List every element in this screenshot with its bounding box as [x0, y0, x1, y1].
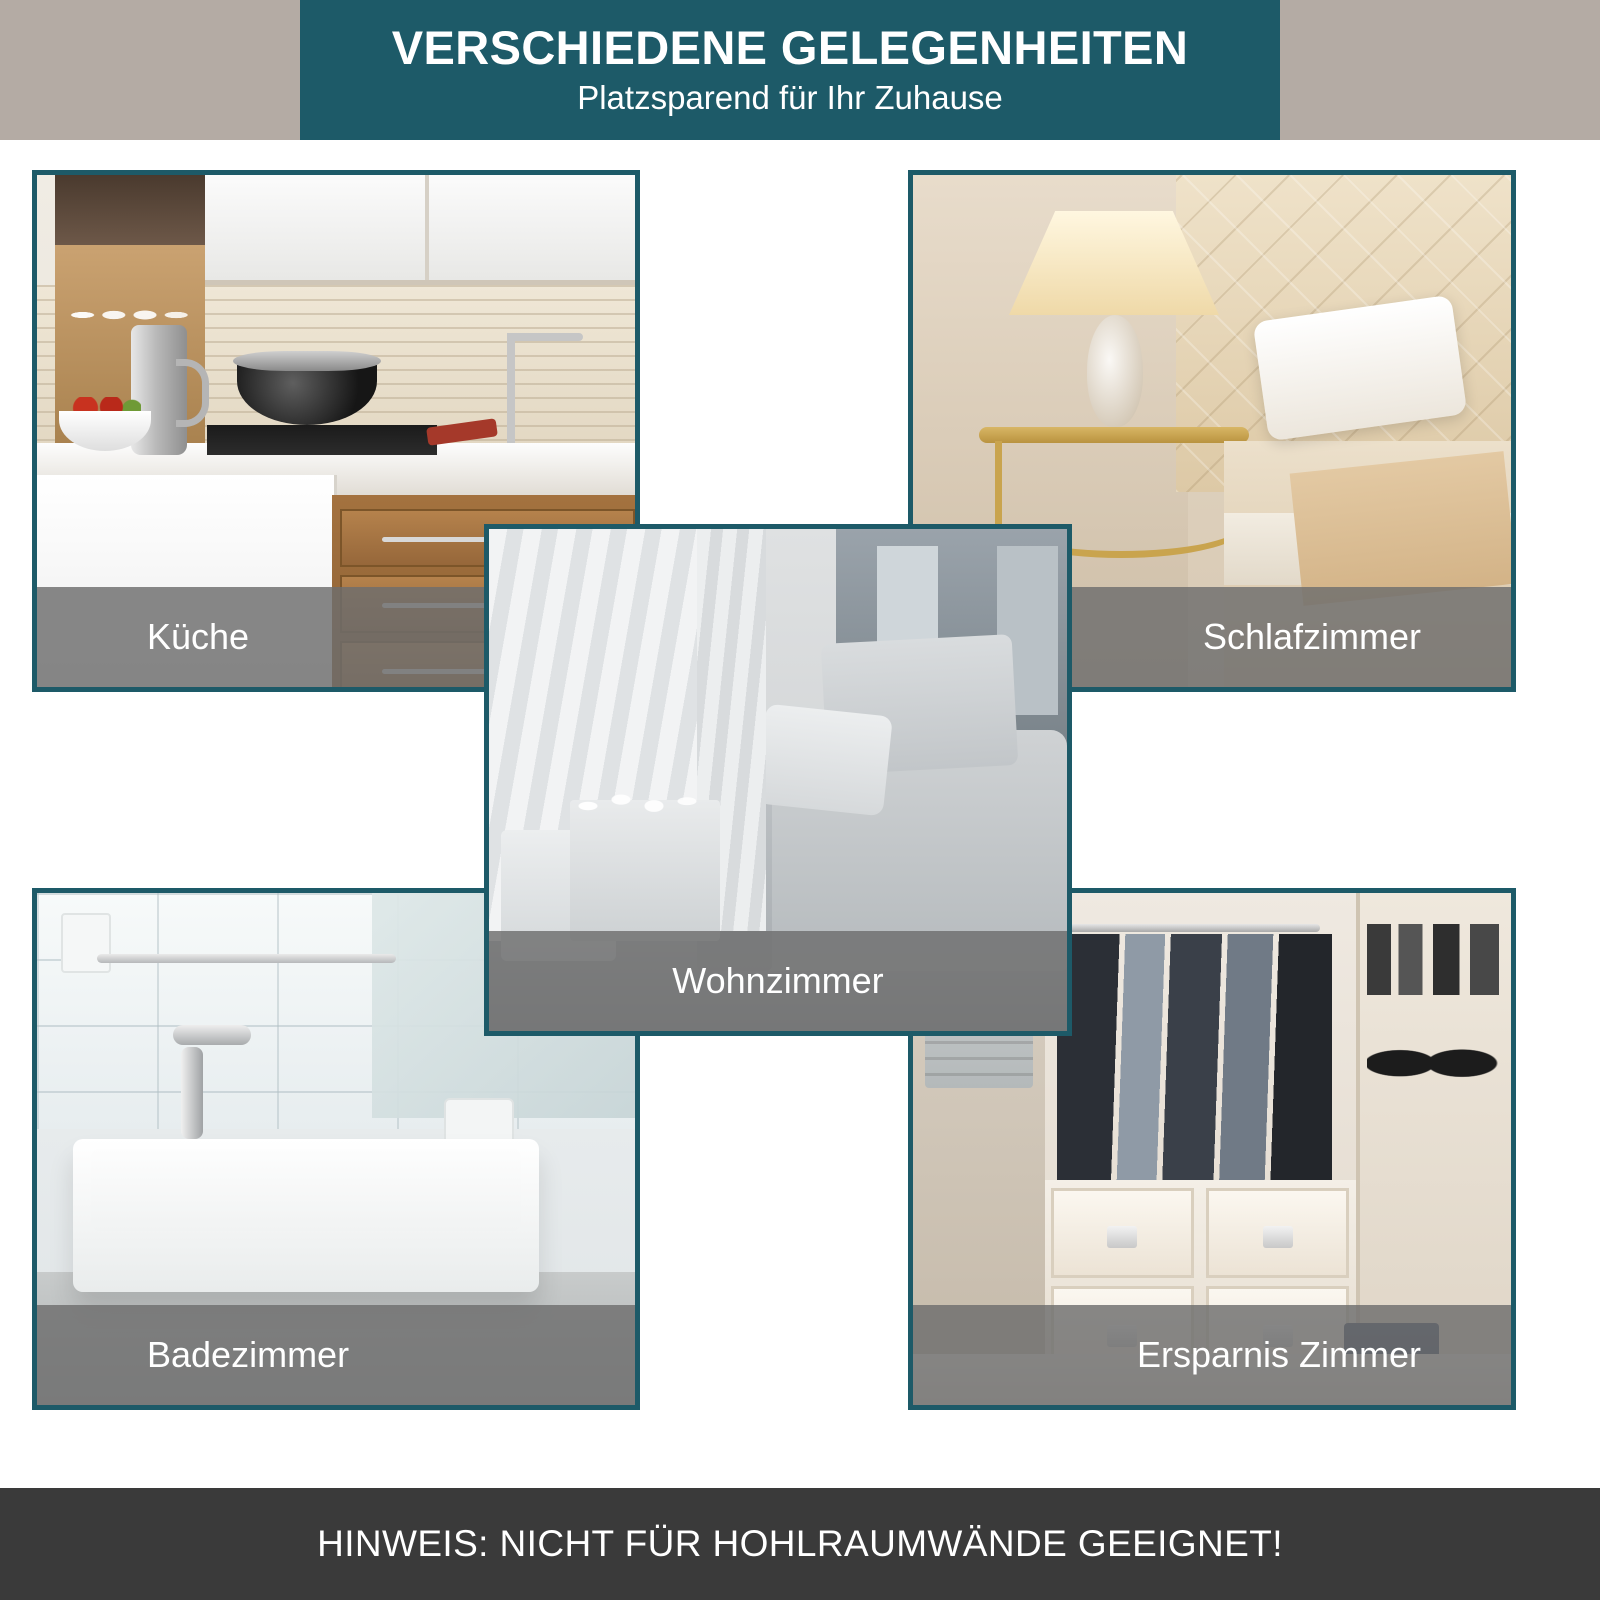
tile-caption-kitchen: Küche [37, 587, 635, 687]
storage-drawer [1051, 1188, 1194, 1278]
tile-caption-bedroom: Schlafzimmer [913, 587, 1511, 687]
footer-note-text: HINWEIS: NICHT FÜR HOHLRAUMWÄNDE GEEIGNET! [317, 1523, 1283, 1564]
bathroom-light-switch [61, 913, 111, 973]
page-subtitle: Platzsparend für Ihr Zuhause [577, 78, 1003, 116]
footer-note-bar [0, 1488, 1600, 1600]
tile-living-room [484, 524, 1072, 1036]
kitchen-upper-cabinet-white [205, 175, 640, 285]
storage-drawer [1206, 1188, 1349, 1278]
header-banner [300, 0, 1280, 140]
kitchen-cooktop [207, 425, 437, 455]
living-cushion-small [756, 703, 893, 816]
tile-caption-storage: Ersparnis Zimmer [913, 1305, 1511, 1405]
kitchen-faucet [507, 333, 515, 443]
kitchen-pot-lid [233, 351, 381, 371]
bedroom-lamp-base [1087, 315, 1143, 427]
drawer-knob-icon [1263, 1226, 1293, 1248]
drawer-knob-icon [1107, 1226, 1137, 1248]
bathroom-towel-rail [97, 954, 396, 963]
storage-shoes [1367, 1026, 1499, 1087]
storage-hanging-rod [1057, 924, 1320, 932]
living-wine-glasses [564, 750, 714, 830]
bedroom-blanket [1289, 451, 1516, 606]
bathroom-sink-basin [91, 1149, 522, 1231]
storage-hanging-clothes [1057, 934, 1332, 1210]
bedroom-side-table [979, 427, 1249, 443]
storage-belts [1367, 924, 1499, 996]
tile-caption-living: Wohnzimmer [489, 931, 1067, 1031]
page-title: VERSCHIEDENE GELEGENHEITEN [391, 21, 1189, 75]
tile-caption-bathroom: Badezimmer [37, 1305, 635, 1405]
bathroom-faucet [181, 1047, 203, 1139]
